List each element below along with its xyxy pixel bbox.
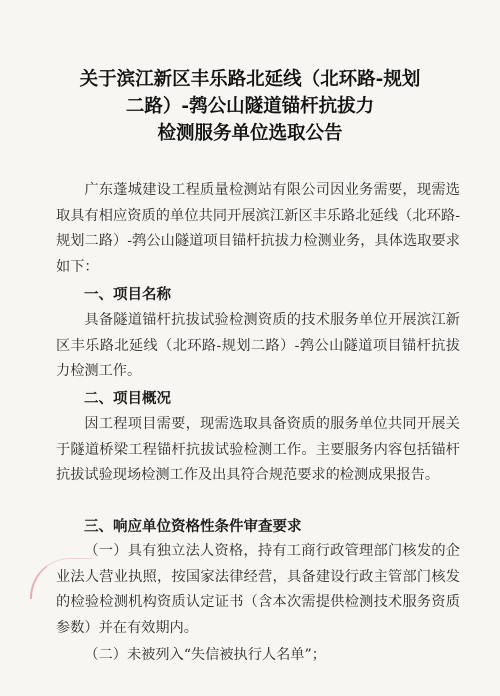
title-line-1: 关于滨江新区丰乐路北延线（北环路-规划 xyxy=(79,69,421,90)
section-3-heading: 三、响应单位资格性条件审查要求 xyxy=(84,518,302,535)
section-2-body: 因工程项目需要，现需选取具备资质的服务单位共同开展关于隧道桥梁工程锚杆抗拔试验检测工作。主要服务内容包括锚杆抗拔试验现场检测工作及出具符合规范要求的检测成果报告。 xyxy=(56,416,460,484)
stamp-edge-mark xyxy=(30,558,92,599)
intro-paragraph: 广东蓬城建设工程质量检测站有限公司因业务需要，现需选取具有相应资质的单位共同开展滨江新区丰乐路北延线（北环路-规划二路）-鹁公山隧道项目锚杆抗拔力检测业务，具体选取要求如下： xyxy=(56,182,460,275)
section-1-heading: 一、项目名称 xyxy=(84,286,171,303)
section-3-item-1: （一）具有独立法人资格，持有工商行政管理部门核发的企业法人营业执照，按国家法律经营，具备建设行政主管部门核发的检验检测机构资质认定证书（含本次需提供检测技术服务资质参数）并在有效期内。 xyxy=(56,543,460,636)
section-1-body: 具备隧道锚杆抗拔试验检测资质的技术服务单位开展滨江新区丰乐路北延线（北环路-规划二路）-鹁公山隧道项目锚杆抗拔力检测工作。 xyxy=(56,312,460,380)
title-line-2: 二路）-鹁公山隧道锚杆抗拔力 xyxy=(125,96,375,117)
title-line-3: 检测服务单位选取公告 xyxy=(157,123,343,144)
section-3-item-2: （二）未被列入“失信被执行人名单”； xyxy=(84,647,326,663)
section-2-heading: 二、项目概况 xyxy=(84,390,171,407)
document-title xyxy=(40,66,460,147)
